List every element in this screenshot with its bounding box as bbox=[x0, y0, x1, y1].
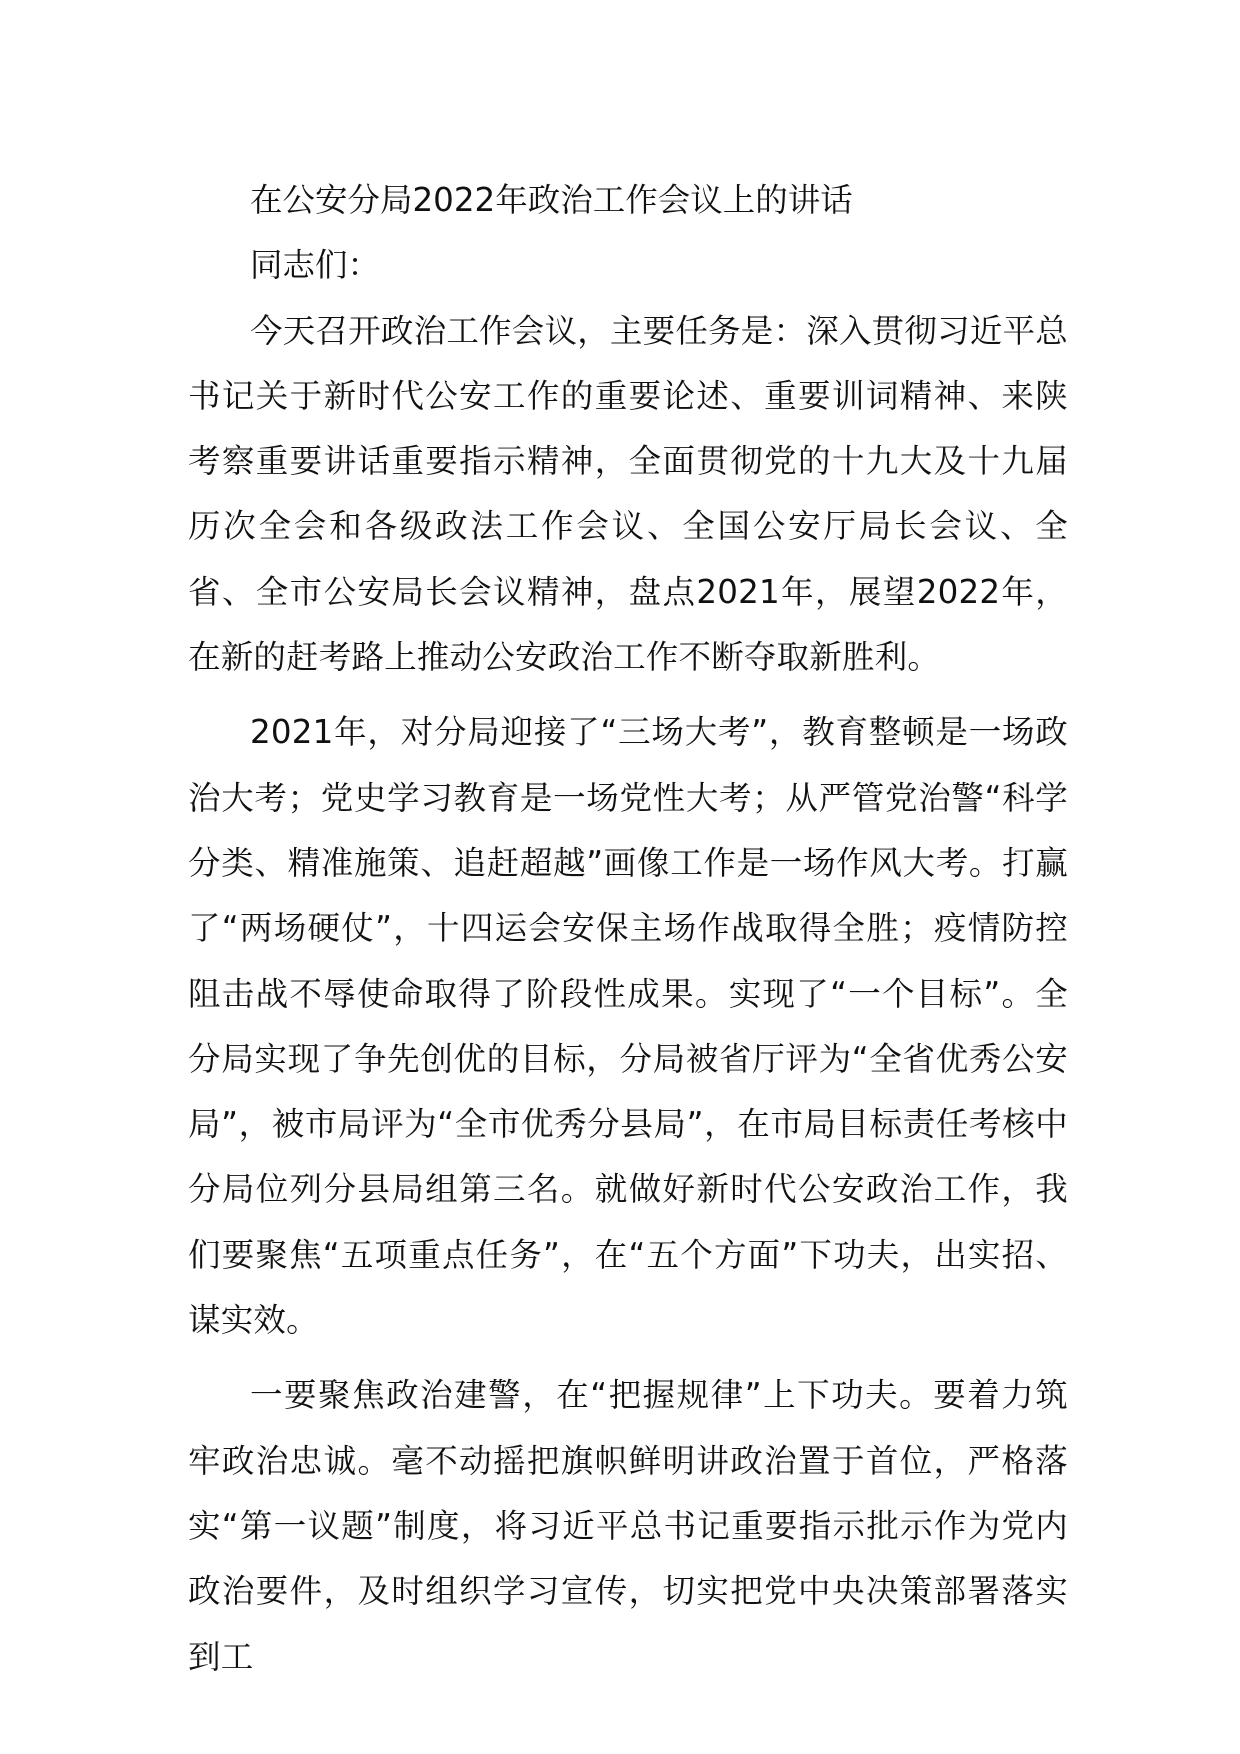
paragraph-political-building: 一要聚焦政治建警，在“把握规律”上下功夫。要着力筑牢政治忠诚。毫不动摇把旗帜鲜明讲政治置于首位，严格落实“第一议题”制度，将习近平总书记重要指示批示作为党内政治要件，及时组织学习宣传，切实把党中央决策部署落实到工 bbox=[188, 1376, 1068, 1676]
document-title: 在公安分局2022年政治工作会议上的讲话 bbox=[250, 181, 853, 219]
salutation: 同志们： bbox=[250, 246, 381, 285]
document-body bbox=[188, 168, 1068, 1690]
paragraph-intro: 今天召开政治工作会议，主要任务是：深入贯彻习近平总书记关于新时代公安工作的重要论述、重要训词精神、来陕考察重要讲话重要指示精神，全面贯彻党的十九大及十九届历次全会和各级政法工作会议、全国公安厅局长会议、全省、全市公安局长会议精神，盘点2021年，展望2022年，在新的赶考路上推动公安政治工作不断夺取新胜利。 bbox=[188, 311, 1068, 677]
paragraph-2021-review: 2021年，对分局迎接了“三场大考”，教育整顿是一场政治大考；党史学习教育是一场党性大考；从严管党治警“科学分类、精准施策、追赶超越”画像工作是一场作风大考。打赢了“两场硬仗”，十四运会安保主场作战取得全胜；疫情防控阻击战不辱使命取得了阶段性成果。实现了“一个目标”。全分局实现了争先创优的目标，分局被省厅评为“全省优秀公安局”，被市局评为“全市优秀分县局”，在市局目标责任考核中分局位列分县局组第三名。就做好新时代公安政治工作，我们要聚焦“五项重点任务”，在“五个方面”下功夫，出实招、谋实效。 bbox=[188, 713, 1068, 1340]
